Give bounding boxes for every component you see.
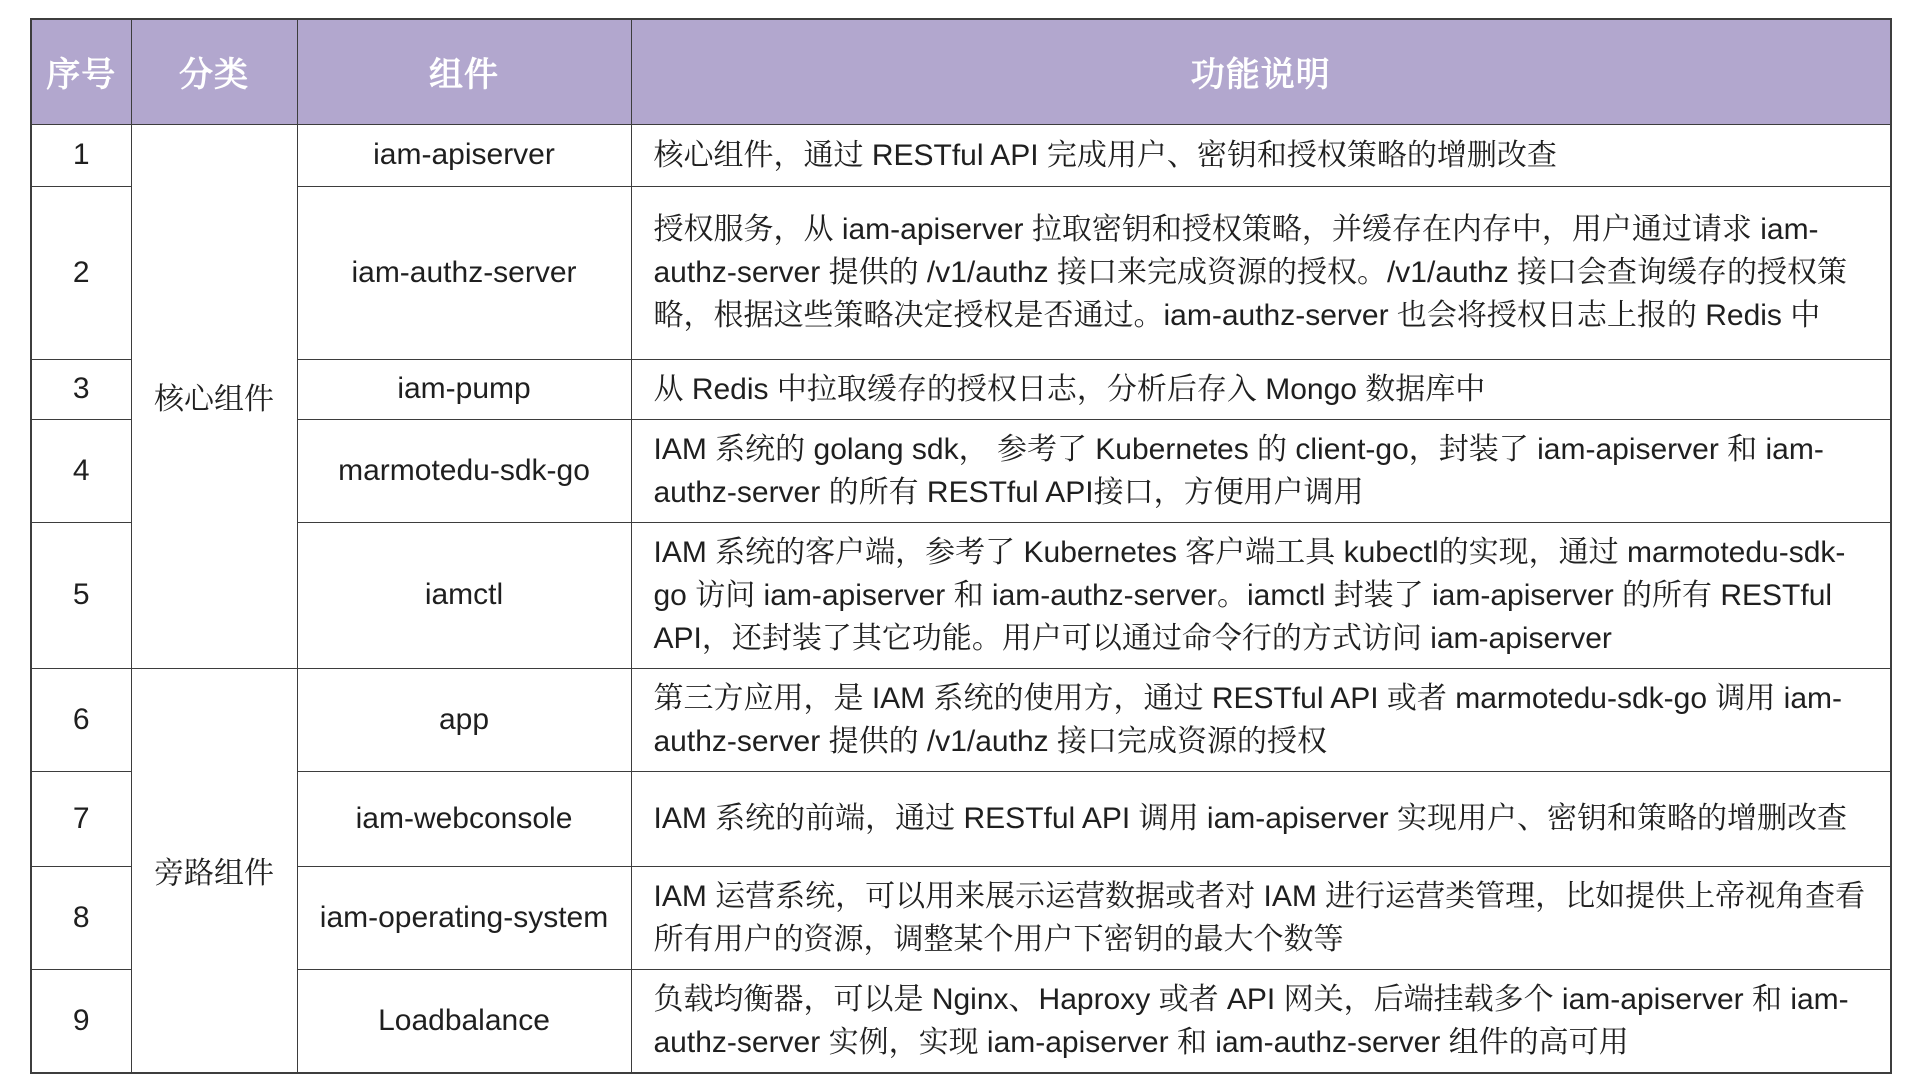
col-header-description: 功能说明 bbox=[631, 19, 1891, 124]
component-name: iam-authz-server bbox=[297, 186, 631, 359]
category-cell-bypass: 旁路组件 bbox=[131, 668, 297, 1073]
row-no: 7 bbox=[31, 771, 131, 866]
component-description: 从 Redis 中拉取缓存的授权日志，分析后存入 Mongo 数据库中 bbox=[631, 359, 1891, 419]
table-row bbox=[31, 668, 1891, 771]
table-body bbox=[31, 124, 1891, 1073]
table-header bbox=[31, 19, 1891, 124]
row-no: 9 bbox=[31, 969, 131, 1073]
component-description: IAM 系统的前端，通过 RESTful API 调用 iam-apiserver 实现用户、密钥和策略的增删改查 bbox=[631, 771, 1891, 866]
col-header-no: 序号 bbox=[31, 19, 131, 124]
component-description: IAM 系统的客户端，参考了 Kubernetes 客户端工具 kubectl的实现，通过 marmotedu-sdk-go 访问 iam-apiserver 和 iam-authz-server。iamctl 封装了 iam-apiserver 的所有 RESTful API，还封装了其它功能。用户可以通过命令行的方式访问 iam-apiserver bbox=[631, 522, 1891, 668]
component-description: IAM 运营系统，可以用来展示运营数据或者对 IAM 进行运营类管理，比如提供上帝视角查看所有用户的资源，调整某个用户下密钥的最大个数等 bbox=[631, 866, 1891, 969]
table-row bbox=[31, 186, 1891, 359]
row-no: 1 bbox=[31, 124, 131, 186]
table-row bbox=[31, 419, 1891, 522]
component-name: Loadbalance bbox=[297, 969, 631, 1073]
row-no: 6 bbox=[31, 668, 131, 771]
table-row bbox=[31, 522, 1891, 668]
component-name: iamctl bbox=[297, 522, 631, 668]
component-name: iam-pump bbox=[297, 359, 631, 419]
row-no: 2 bbox=[31, 186, 131, 359]
table-row bbox=[31, 969, 1891, 1073]
component-name: iam-apiserver bbox=[297, 124, 631, 186]
components-table bbox=[30, 18, 1892, 1074]
header-row bbox=[31, 19, 1891, 124]
row-no: 3 bbox=[31, 359, 131, 419]
component-name: marmotedu-sdk-go bbox=[297, 419, 631, 522]
table-row bbox=[31, 866, 1891, 969]
table-row bbox=[31, 124, 1891, 186]
row-no: 8 bbox=[31, 866, 131, 969]
component-description: 核心组件，通过 RESTful API 完成用户、密钥和授权策略的增删改查 bbox=[631, 124, 1891, 186]
component-name: iam-operating-system bbox=[297, 866, 631, 969]
table-row bbox=[31, 771, 1891, 866]
component-name: iam-webconsole bbox=[297, 771, 631, 866]
row-no: 4 bbox=[31, 419, 131, 522]
col-header-component: 组件 bbox=[297, 19, 631, 124]
component-description: 授权服务，从 iam-apiserver 拉取密钥和授权策略，并缓存在内存中，用户通过请求 iam-authz-server 提供的 /v1/authz 接口来完成资源的授权。/v1/authz 接口会查询缓存的授权策略，根据这些策略决定授权是否通过。iam-authz-server 也会将授权日志上报的 Redis 中 bbox=[631, 186, 1891, 359]
component-name: app bbox=[297, 668, 631, 771]
row-no: 5 bbox=[31, 522, 131, 668]
component-description: 负载均衡器，可以是 Nginx、Haproxy 或者 API 网关，后端挂载多个 iam-apiserver 和 iam-authz-server 实例，实现 iam-apiserver 和 iam-authz-server 组件的高可用 bbox=[631, 969, 1891, 1073]
table-row bbox=[31, 359, 1891, 419]
component-description: 第三方应用，是 IAM 系统的使用方，通过 RESTful API 或者 marmotedu-sdk-go 调用 iam-authz-server 提供的 /v1/authz 接口完成资源的授权 bbox=[631, 668, 1891, 771]
col-header-category: 分类 bbox=[131, 19, 297, 124]
category-cell-core: 核心组件 bbox=[131, 124, 297, 668]
component-description: IAM 系统的 golang sdk， 参考了 Kubernetes 的 client-go，封装了 iam-apiserver 和 iam-authz-server 的所有 RESTful API接口，方便用户调用 bbox=[631, 419, 1891, 522]
